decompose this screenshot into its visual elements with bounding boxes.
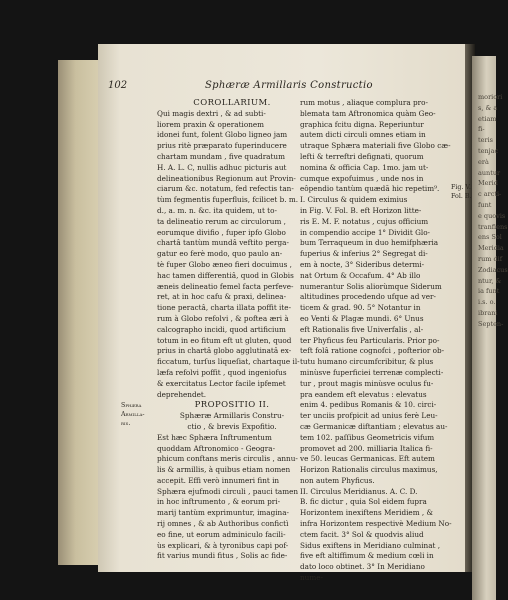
text-line: Horizon Rationalis circulus maximus, xyxy=(300,465,438,475)
text-line: numerantur Solis aliorùmque Siderum xyxy=(300,281,442,291)
text-line: rij omnes , & ab Authoribus confictì xyxy=(157,519,289,529)
text-line: fit varius mundi fitus , Solis ac fide- xyxy=(157,551,288,561)
page-number: 102 xyxy=(108,80,128,91)
text-line: dato loco obtinet. 3° In Meridiano xyxy=(300,562,425,572)
text-line: prius ritè præparato fuperinducere xyxy=(157,141,287,151)
text-line: ticem & grad. 90. 5° Notantur in xyxy=(300,303,421,313)
text-line: rum motus , aliaque complura pro- xyxy=(300,98,428,107)
text-line: rum à Globo refolvi , & poftea æri à xyxy=(157,313,289,323)
text-line: promovet ad 200. milliaria Italica fi- xyxy=(300,443,433,453)
text-line: B. fic dictur , quia Sol eidem fupra xyxy=(300,497,427,507)
text-line: eft Rationalis five Univerfalis , al- xyxy=(300,324,424,334)
facing-page-line: Merid xyxy=(478,179,498,188)
text-line: em à nocte, 3° Sideribus determi- xyxy=(300,259,425,269)
text-line: five eft altiffimum & medium cœli in xyxy=(300,551,434,561)
facing-page-line: s, & a xyxy=(478,103,498,112)
text-line: nat Ortum & Occafum. 4° Ab illo xyxy=(300,270,421,280)
text-line: tione peractâ, charta illata poffit ite- xyxy=(157,303,292,313)
right-text-column xyxy=(300,98,452,584)
text-line: delineationibus Regionum aut Provin- xyxy=(157,173,296,183)
text-line: Est hæc Sphæra Inftrumentum xyxy=(157,432,272,442)
text-line: teft folâ ratione cognofci , pofterior ob- xyxy=(300,346,445,356)
text-line: eorumque divifio , fuper ipfo Globo xyxy=(157,227,286,237)
text-line: II. Circulus Meridianus. A. C. D. xyxy=(300,486,418,496)
text-line: cumque expofuimus , unde nos in xyxy=(300,173,424,183)
text-line: tutu humano circumfcribitur, & plus xyxy=(300,357,434,367)
facing-page-line: teris xyxy=(478,136,493,145)
facing-page-line: Zodiacus xyxy=(478,265,508,274)
margin-note-line: Fol. B. xyxy=(451,193,472,200)
facing-page-line: tenjac xyxy=(478,146,499,155)
text-line: læfa refolvi poffit , quod ingeniofus xyxy=(157,367,287,377)
text-line: gatur eo ferè modo, quo paulo an- xyxy=(157,249,283,259)
text-line: ta delineatio rerum ac circulorum , xyxy=(157,216,286,226)
facing-page-line: fi- xyxy=(478,125,485,134)
text-line: quoddam Aftronomico - Geogra- xyxy=(157,443,276,453)
text-line: chartam mundam , five quadratum xyxy=(157,151,285,161)
text-line: idonei funt, folent Globo ligneo jam xyxy=(157,130,288,140)
text-line: deprehendet. xyxy=(157,389,207,399)
text-line: Sphæra ejufmodi circuli , pauci tamen xyxy=(157,486,299,496)
text-line: infra Horizontem respectivè Medium No- xyxy=(300,519,452,529)
facing-page-line: i.s. o. xyxy=(478,298,496,307)
facing-page-line: moriori xyxy=(478,93,503,101)
margin-note-line: Armilla- xyxy=(121,411,145,418)
facing-page-line: ia funt xyxy=(478,287,500,296)
facing-page-line: c arcti- xyxy=(478,190,502,199)
text-line: tè fuper Globo æneo fieri docuimus , xyxy=(157,259,292,269)
facing-page-line: etiam xyxy=(478,114,497,123)
text-line: non autem Phyficus. xyxy=(300,475,375,485)
text-line: enim 4. pedibus Romanis & 10. circi- xyxy=(300,400,437,410)
text-line: COROLLARIUM. xyxy=(193,98,271,108)
text-line: Sphæræ Armillaris Constru- xyxy=(179,411,285,421)
text-line: totum in eo fitum eft ut gluten, quod xyxy=(157,335,292,345)
book-page-edges xyxy=(58,60,102,565)
text-line: Horizontem inexiftens Meridiem , & xyxy=(300,508,433,518)
text-line: eo fine, ut eorum adminiculo facili- xyxy=(157,529,286,539)
text-line: ùs explicari, & à tyronibus capi pof- xyxy=(157,540,289,550)
text-line: liorem praxin & operationem xyxy=(157,119,265,129)
text-line: chartâ tantùm mundâ veftito perga- xyxy=(157,238,289,248)
text-line: blemata tam Aftronomica quàm Geo- xyxy=(300,108,436,118)
margin-note-figure-ref xyxy=(451,183,471,201)
text-line: minùsve fuperficiei terrenæ complecti- xyxy=(300,367,444,377)
text-line: altitudines procedendo ufque ad ver- xyxy=(300,292,436,302)
text-line: d., a. m. n. &c. ita quidem, ut to- xyxy=(157,205,277,215)
margin-note-sphaera xyxy=(121,401,145,428)
text-line: phicum conftans meris circulis , annu- xyxy=(157,454,298,464)
facing-page-line: tranfiens xyxy=(478,222,508,231)
text-line: calcographo incidi, quod artificium xyxy=(157,324,286,334)
text-line: H. A. L. C, nullis adhuc picturis aut xyxy=(157,162,287,172)
facing-page-line: e quovis xyxy=(478,211,506,220)
facing-page-line: funt xyxy=(478,200,492,209)
facing-page-fragment xyxy=(472,56,508,600)
text-line: Qui magis dextri , & ad subti- xyxy=(157,108,266,118)
text-line: autem dicti circuli omnes etiam in xyxy=(300,130,426,140)
text-line: tem 102. paſſibus Geometricis vifum xyxy=(300,432,435,442)
facing-page-line: Septen- xyxy=(478,319,504,328)
facing-page-line: auntur xyxy=(478,168,501,177)
text-line: pra eandem eft elevatus : elevatus xyxy=(300,389,427,399)
facing-page-line: ens Sol xyxy=(478,233,502,242)
text-line: I. Circulus & quidem eximius xyxy=(300,195,408,205)
text-line: eôpendio tantùm quædā hic repetim⁹. xyxy=(300,184,440,194)
text-line: ctem facit. 3° Sol & quodvis aliud xyxy=(300,529,424,539)
text-line: nomina & officia Cap. 1mo. jam ut- xyxy=(300,162,429,172)
text-line: in compendio accipe 1° Dividit Glo- xyxy=(300,227,431,237)
text-line: ter Phyficus feu Particularis. Prior po- xyxy=(300,335,440,345)
text-line: ter unciis profpicit ad unius ferè Leu- xyxy=(300,411,438,421)
text-line: ctio , & brevis Expofitio. xyxy=(187,421,277,431)
text-line: ficcatum, turſus liqueſiat, chartaque il- xyxy=(157,357,300,367)
text-line: tur , prout magis minùsve oculus fu- xyxy=(300,378,434,388)
text-line: PROPOSITIO II. xyxy=(194,400,270,411)
text-line: ve 50. leucas Germanicas. Eft autem xyxy=(300,454,435,464)
text-line: æneis delineatio femel facta perfeve- xyxy=(157,281,294,291)
text-line: ret, at in hoc cafu & praxi, delinea- xyxy=(157,292,287,302)
text-line: in Fig. V. Fol. B. eft Horizon litte- xyxy=(300,205,422,215)
running-head: Sphæræ Armillaris Constructio xyxy=(205,80,373,91)
text-line: bum Terraqueum in duo hemifphæria xyxy=(300,238,439,248)
text-line: in hoc inftrumento , & eorum pri- xyxy=(157,497,281,507)
text-line: eo Venti & Plagæ mundi. 6° Unus xyxy=(300,313,424,323)
text-line: tùm fegmentis fuperfluis, fcilicet b. m. xyxy=(157,195,299,205)
text-line: nume- xyxy=(300,573,323,583)
text-line: ciarum &c. notatum, fed refectis tan- xyxy=(157,184,294,194)
text-line: lefti & terreftri defignati, quorum xyxy=(300,151,424,161)
text-line: accepit. Effi verò innumeri fint in xyxy=(157,475,280,485)
left-text-column xyxy=(157,98,307,562)
facing-page-line: erà xyxy=(478,157,489,166)
text-line: lis & armillis, à quibus etiam nomen xyxy=(157,465,291,475)
margin-note-line: Sphæra xyxy=(121,402,142,409)
margin-note-line: Fig. V. xyxy=(451,184,471,191)
text-line: prius in chartâ globo agglutinatâ ex- xyxy=(157,346,292,356)
margin-note-line: ris. xyxy=(121,420,131,427)
text-line: hac tamen differentiâ, quod in Globis xyxy=(157,270,294,280)
facing-page-line: Meridia xyxy=(478,244,504,253)
text-line: graphica fcitu digna. Reperiuntur xyxy=(300,119,424,129)
text-line: utraque Sphæra materiali five Globo cæ- xyxy=(300,141,451,151)
text-line: fuperius & inferius 2° Segregat di- xyxy=(300,249,428,259)
facing-page-line: ibrani xyxy=(478,308,498,317)
text-line: & exercitatus Lector facile ipfemet xyxy=(157,378,286,388)
text-line: cæ Germanicæ diftantiam ; elevatus au- xyxy=(300,421,448,431)
text-line: marij tantùm exprimuntur, imagina- xyxy=(157,508,289,518)
text-line: ris E. M. F. notatus , cujus officium xyxy=(300,216,429,226)
text-line: Sidus exiftens in Meridiano culminat , xyxy=(300,540,441,550)
facing-page-line: rum dif xyxy=(478,254,503,263)
facing-page-line: ntur, & xyxy=(478,276,502,285)
